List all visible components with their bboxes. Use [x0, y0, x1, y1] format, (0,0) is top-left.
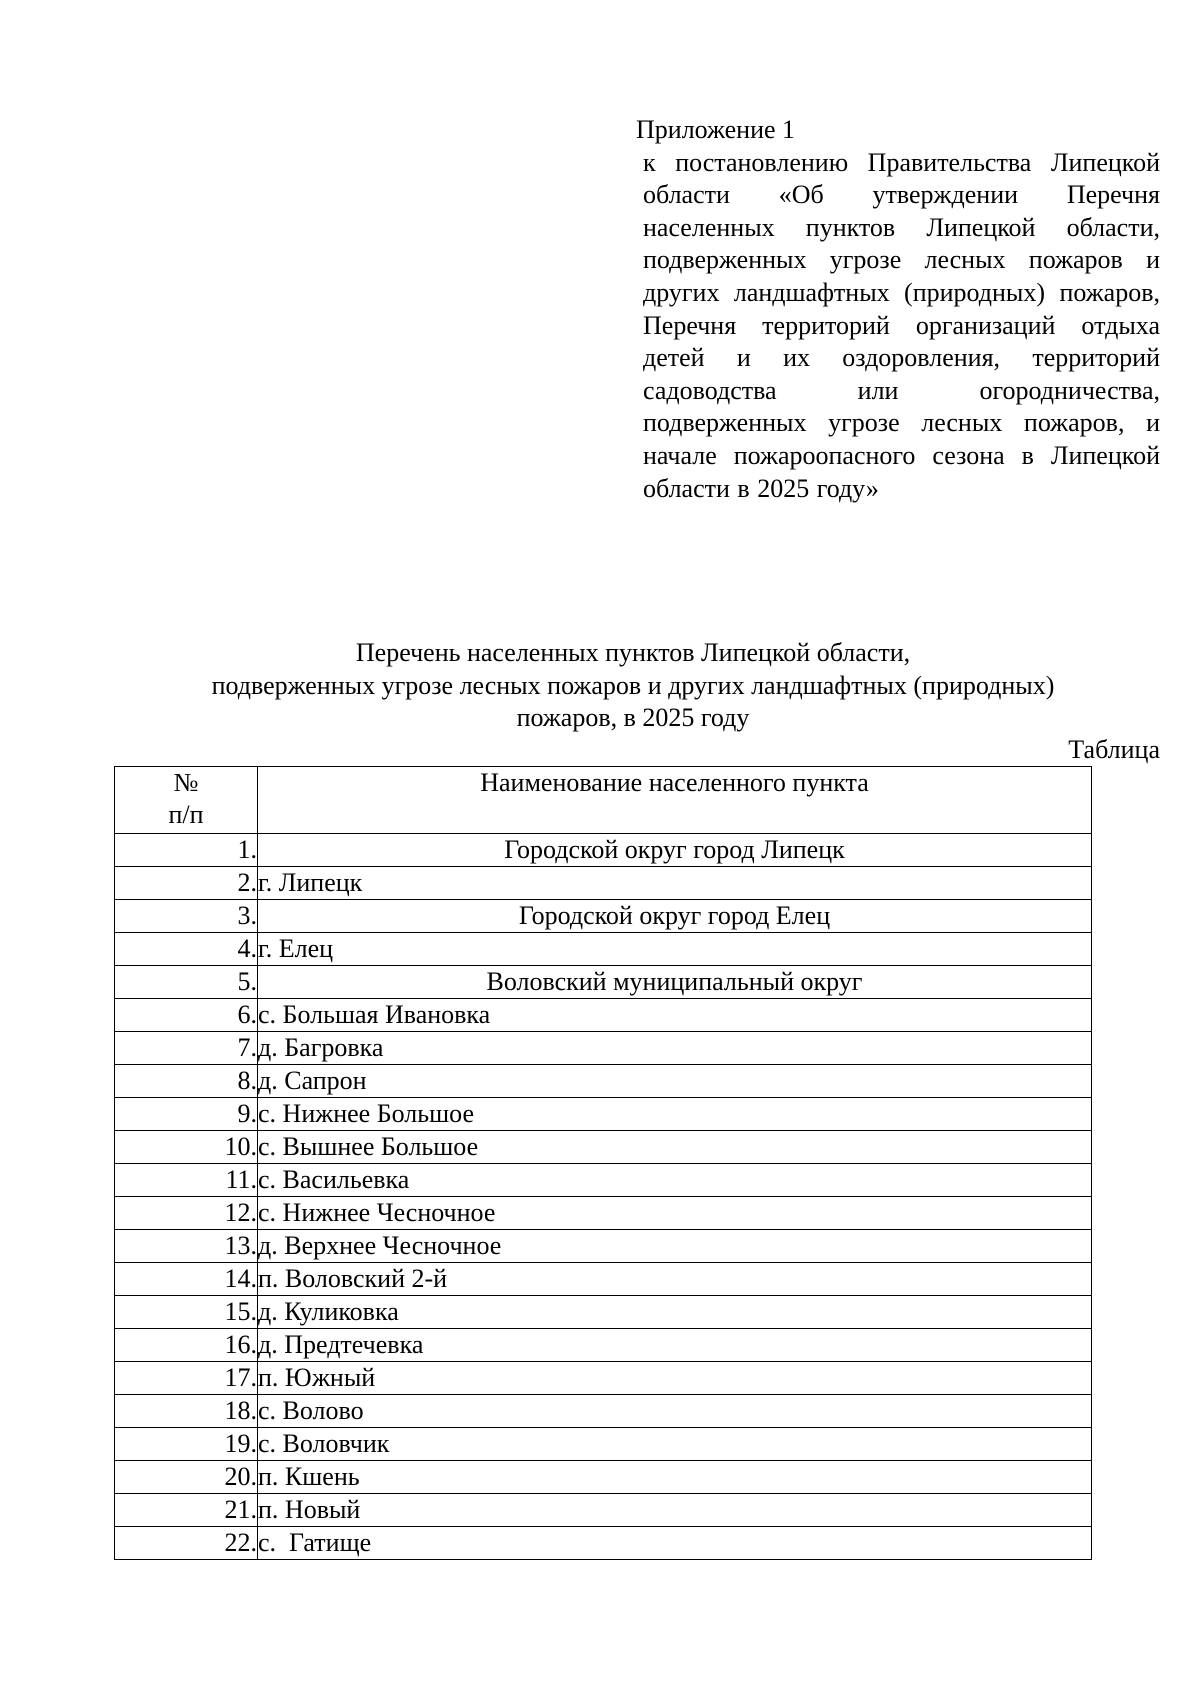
row-number: 21. — [115, 1494, 258, 1527]
row-number: 16. — [115, 1329, 258, 1362]
row-number: 11. — [115, 1164, 258, 1197]
document-title — [150, 637, 1116, 735]
row-number: 8. — [115, 1065, 258, 1098]
row-settlement-name: п. Южный — [258, 1362, 1092, 1395]
row-number: 19. — [115, 1428, 258, 1461]
header-number-symbol: № — [173, 768, 199, 797]
row-settlement-name: г. Липецк — [258, 867, 1092, 900]
table-row — [115, 900, 1092, 933]
table-row — [115, 1296, 1092, 1329]
row-number: 1. — [115, 834, 258, 867]
table-row — [115, 1197, 1092, 1230]
row-number: 9. — [115, 1098, 258, 1131]
header-number-abbrev: п/п — [168, 800, 204, 829]
row-number: 3. — [115, 900, 258, 933]
table-row — [115, 1362, 1092, 1395]
appendix-title: Приложение 1 — [636, 115, 796, 144]
table-caption: Таблица — [1068, 735, 1160, 764]
document-title-line-2: подверженных угрозе лесных пожаров и других ландшафтных (природных) — [211, 670, 1055, 700]
row-number: 12. — [115, 1197, 258, 1230]
row-number: 14. — [115, 1263, 258, 1296]
row-number: 15. — [115, 1296, 258, 1329]
row-number: 4. — [115, 933, 258, 966]
row-number: 2. — [115, 867, 258, 900]
table-row — [115, 1329, 1092, 1362]
row-number: 7. — [115, 1032, 258, 1065]
appendix-body: к постановлению Правительства Липецкой области «Об утверждении Перечня населенных пунктов Липецкой области, подверженных угрозе лесных пожаров и других ландшафтных (природных) пожаров, Перечня территорий организаций отдыха детей и их оздоровления, территорий садоводства или огородничества, подверженных угрозе лесных пожаров, и начале пожароопасного сезона в Липецкой области в 2025 году» — [643, 147, 1160, 503]
row-settlement-name: п. Новый — [258, 1494, 1092, 1527]
row-settlement-name: с. Гатище — [258, 1527, 1092, 1560]
table-row — [115, 1428, 1092, 1461]
table-row — [115, 1131, 1092, 1164]
row-number: 10. — [115, 1131, 258, 1164]
table-row — [115, 834, 1092, 867]
row-district-name: Городской округ город Липецк — [258, 834, 1092, 867]
table-row — [115, 1263, 1092, 1296]
row-number: 20. — [115, 1461, 258, 1494]
row-number: 5. — [115, 966, 258, 999]
document-title-line-3: пожаров, в 2025 году — [516, 703, 750, 733]
table-row — [115, 1032, 1092, 1065]
appendix-block — [636, 114, 1160, 505]
table-row — [115, 867, 1092, 900]
row-district-name: Городской округ город Елец — [258, 900, 1092, 933]
row-settlement-name: п. Воловский 2-й — [258, 1263, 1092, 1296]
document-title-line-1: Перечень населенных пунктов Липецкой области, — [355, 638, 911, 667]
row-settlement-name: с. Волово — [258, 1395, 1092, 1428]
header-number — [115, 767, 258, 834]
table-row — [115, 1527, 1092, 1560]
table-row — [115, 1164, 1092, 1197]
row-settlement-name: д. Предтечевка — [258, 1329, 1092, 1362]
row-settlement-name: с. Вышнее Большое — [258, 1131, 1092, 1164]
table-row — [115, 1395, 1092, 1428]
row-settlement-name: д. Багровка — [258, 1032, 1092, 1065]
row-number: 18. — [115, 1395, 258, 1428]
row-number: 13. — [115, 1230, 258, 1263]
table-row — [115, 1461, 1092, 1494]
row-settlement-name: д. Куликовка — [258, 1296, 1092, 1329]
row-settlement-name: д. Верхнее Чесночное — [258, 1230, 1092, 1263]
row-settlement-name: с. Нижнее Большое — [258, 1098, 1092, 1131]
row-settlement-name: с. Нижнее Чесночное — [258, 1197, 1092, 1230]
settlements-table — [114, 766, 1092, 1560]
row-settlement-name: г. Елец — [258, 933, 1092, 966]
row-settlement-name: с. Большая Ивановка — [258, 999, 1092, 1032]
table-row — [115, 933, 1092, 966]
table-header-row — [115, 767, 1092, 834]
row-settlement-name: с. Васильевка — [258, 1164, 1092, 1197]
table-row — [115, 1494, 1092, 1527]
row-number: 22. — [115, 1527, 258, 1560]
row-settlement-name: с. Воловчик — [258, 1428, 1092, 1461]
table-row — [115, 999, 1092, 1032]
table-row — [115, 1098, 1092, 1131]
table-row — [115, 1065, 1092, 1098]
row-district-name: Воловский муниципальный округ — [258, 966, 1092, 999]
header-name: Наименование населенного пункта — [258, 767, 1092, 834]
row-settlement-name: д. Сапрон — [258, 1065, 1092, 1098]
table-row — [115, 966, 1092, 999]
row-number: 17. — [115, 1362, 258, 1395]
table-row — [115, 1230, 1092, 1263]
row-number: 6. — [115, 999, 258, 1032]
row-settlement-name: п. Кшень — [258, 1461, 1092, 1494]
